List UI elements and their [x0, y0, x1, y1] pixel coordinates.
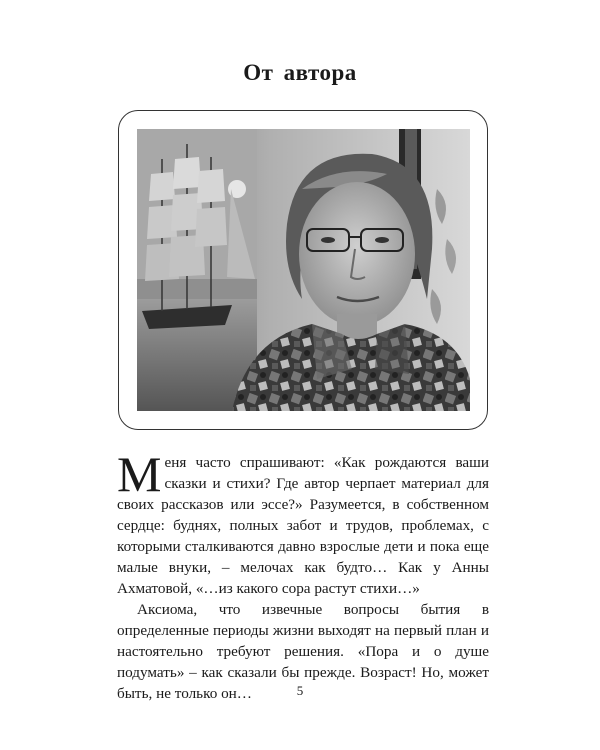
page-title: От автора — [243, 60, 357, 85]
page-number: 5 — [296, 683, 304, 698]
author-portrait-icon — [137, 129, 470, 411]
paragraph-2: Аксиома, что извечные вопросы бытия в определенные периоды жизни выходят на первый план и настоятельно требуют решения. «Пора и о душе подумать» – как сказали бы прежде. Возраст! Но, может быть, не только он… — [117, 601, 489, 702]
paragraph-1-text: еня часто спрашивают: «Как рождаются ваши сказки и стихи? Где автор черпает материал для своих рассказов или эссе?» Разумеется, в собственном сердце: буднях, полных забот и трудов, проблемах, с которыми сталкиваются давно взрослые дети и пока еще малые внуки, – мелочах как будто… Как у Анны Ахматовой, «…из какого сора растут стихи…» — [117, 454, 489, 597]
photo-frame — [118, 110, 488, 430]
paragraph-1 — [117, 446, 489, 599]
drop-cap: М — [117, 446, 162, 502]
body-text — [117, 446, 489, 704]
